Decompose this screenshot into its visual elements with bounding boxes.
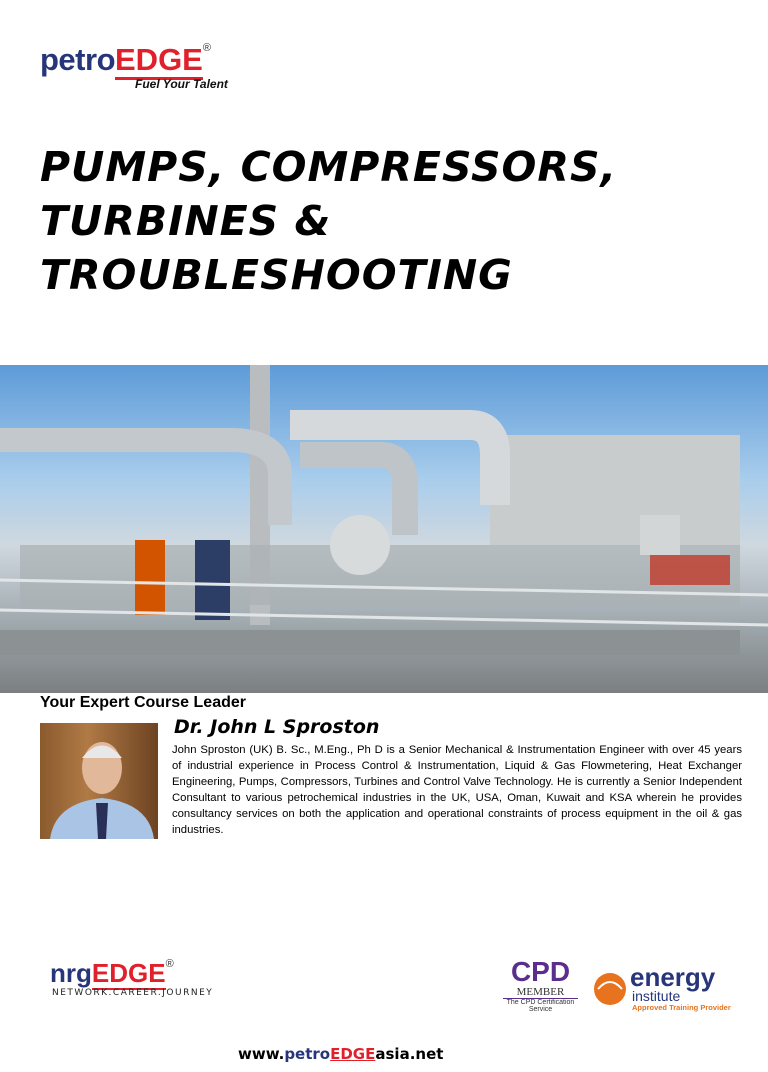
title-line: TROUBLESHOOTING bbox=[40, 251, 513, 299]
nrg-text-b: EDGE bbox=[91, 958, 166, 988]
nrgedge-logo: nrgEDGE® bbox=[50, 958, 174, 988]
petroedge-logo bbox=[40, 42, 211, 78]
leader-bio: John Sproston (UK) B. Sc., M.Eng., Ph D is a Senior Mechanical & Instrumentation Engineer with over 45 years of industrial experience in Process Control & Instrumentation, Liquid & Gas Flowmetering, Heat Exchanger Engineering, Pumps, Compressors, Turbines and Control Valve Technology. He is currently a Senior Independent Consultant to various petrochemical industries in the UK, USA, Oman, Kuwait and KSA wherein he provides consultancy services on both the application and operational constraints of process equipment in the oil & gas industries. bbox=[172, 744, 742, 836]
leader-portrait bbox=[40, 723, 158, 839]
url-c: EDGE bbox=[330, 1045, 376, 1063]
title-line: TURBINES & bbox=[40, 197, 332, 245]
url-a: www. bbox=[238, 1045, 285, 1063]
ei-globe-icon bbox=[592, 971, 628, 1007]
ei-energy: energy bbox=[630, 962, 716, 992]
logo-text-b: EDGE bbox=[115, 42, 203, 80]
website-link[interactable] bbox=[238, 1045, 443, 1063]
url-d: asia.net bbox=[375, 1045, 444, 1063]
logo-text-a: petro bbox=[40, 42, 115, 77]
leader-label: Your Expert Course Leader bbox=[40, 694, 246, 711]
tagline: Fuel Your Talent bbox=[135, 77, 228, 91]
cpd-member: MEMBER bbox=[503, 986, 578, 999]
registered-mark: ® bbox=[202, 42, 211, 54]
ei-provider: Approved Training Provider bbox=[632, 1003, 731, 1012]
compressor-plant-photo bbox=[0, 365, 768, 693]
page-title bbox=[40, 140, 617, 302]
nrg-text-a: nrg bbox=[50, 958, 92, 988]
title-line: PUMPS, COMPRESSORS, bbox=[40, 143, 618, 191]
energy-institute-logo bbox=[592, 962, 731, 1012]
cpd-text: CPD bbox=[510, 956, 571, 987]
nrg-tagline: NETWORK.CAREER.JOURNEY bbox=[52, 988, 214, 998]
url-b: petro bbox=[284, 1045, 331, 1063]
ei-institute: institute bbox=[632, 988, 681, 1004]
cpd-sub: The CPD Certification Service bbox=[506, 999, 575, 1013]
cpd-member-logo bbox=[503, 958, 578, 1013]
leader-name: Dr. John L Sproston bbox=[174, 716, 380, 738]
